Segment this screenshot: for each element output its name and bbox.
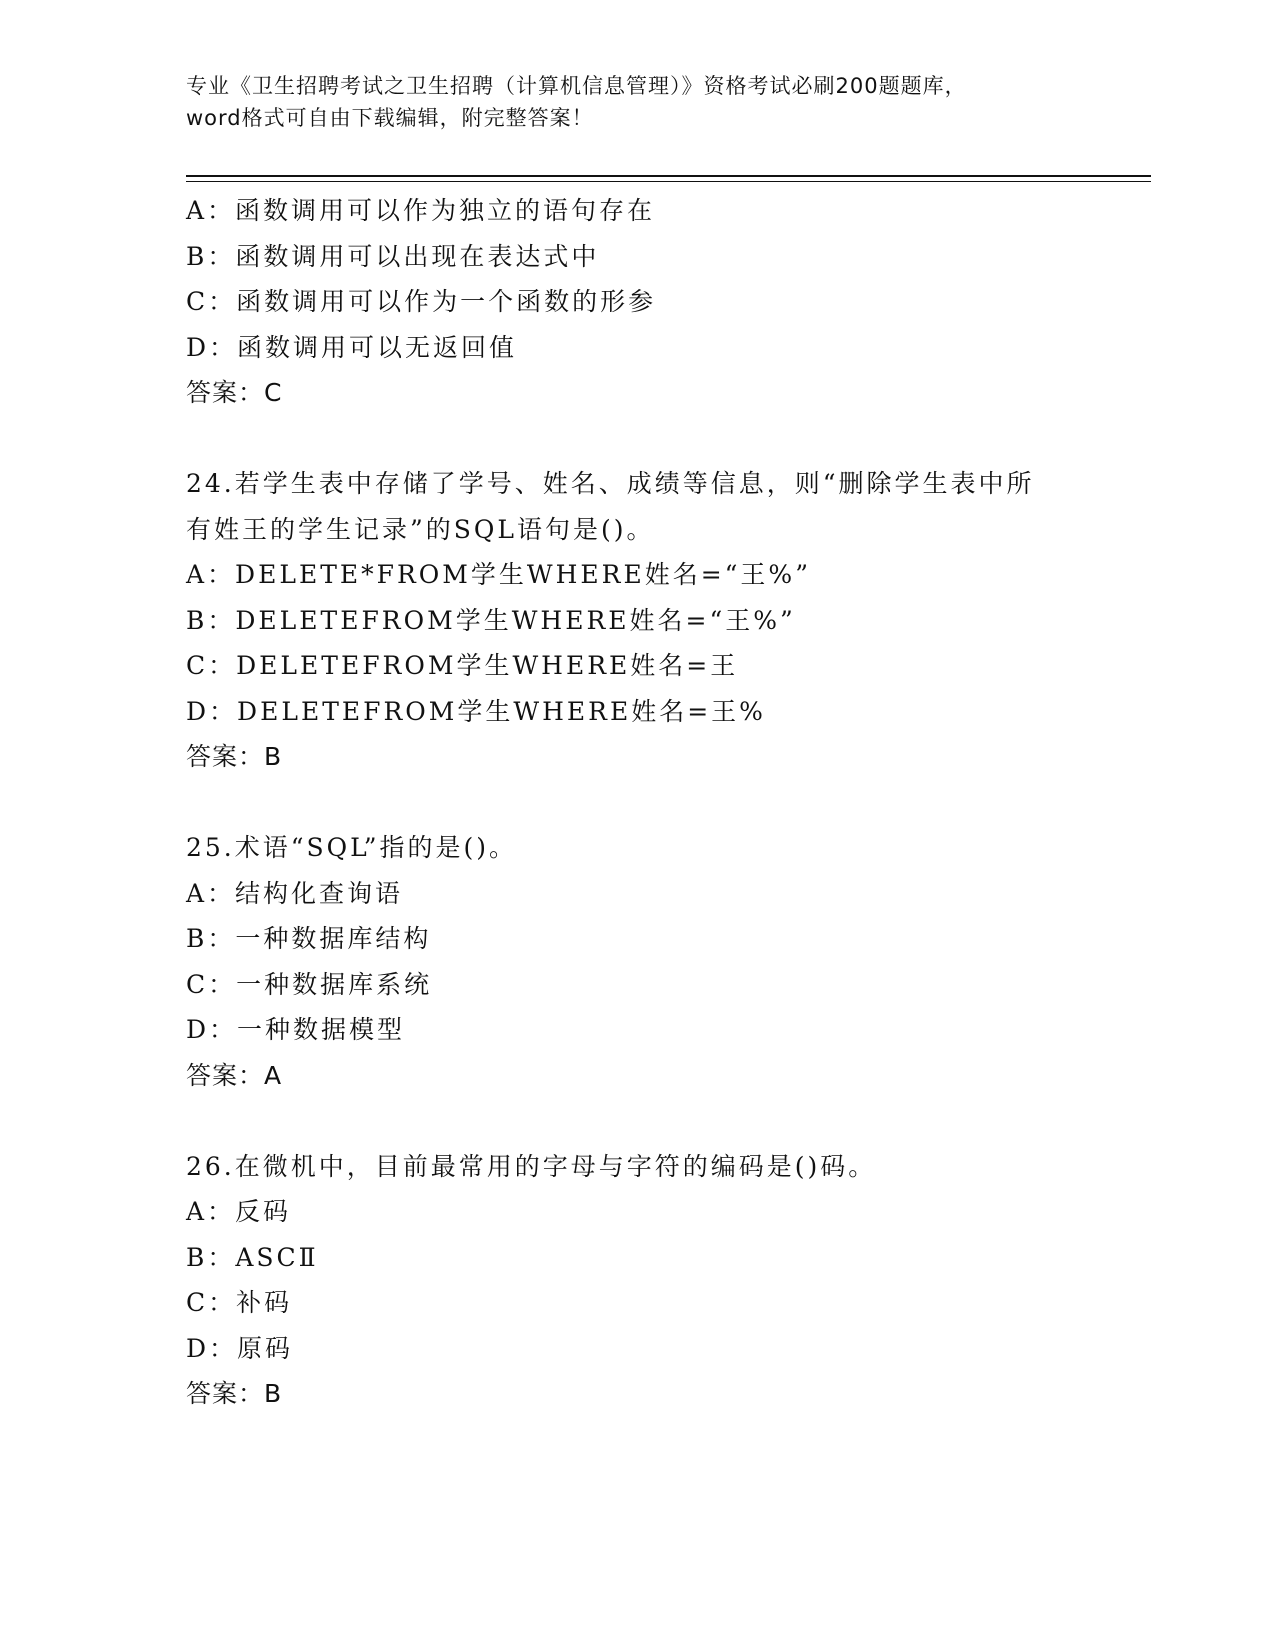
option-d: D：DELETEFROM学生WHERE姓名=王%: [186, 696, 766, 726]
option-a: A：DELETE*FROM学生WHERE姓名=“王%”: [186, 560, 811, 589]
option-c: C：一种数据库系统: [186, 969, 433, 999]
question-25: [186, 825, 1086, 1098]
option-d: D：原码: [186, 1333, 294, 1363]
answer: 答案：B: [186, 742, 283, 771]
header-line-2: word格式可自由下载编辑，附完整答案！: [186, 106, 594, 130]
header-divider-thick: [186, 175, 1151, 177]
question-text-line-1: 24.若学生表中存储了学号、姓名、成绩等信息，则“删除学生表中所: [186, 469, 1035, 498]
option-b: B：ASCⅡ: [186, 1242, 319, 1272]
header-line-1: 专业《卫生招聘考试之卫生招聘（计算机信息管理）》资格考试必刷200题题库，: [186, 74, 967, 98]
option-b: B：一种数据库结构: [186, 924, 432, 953]
question-text: 25.术语“SQL”指的是()。: [186, 833, 518, 862]
option-b: B：DELETEFROM学生WHERE姓名=“王%”: [186, 605, 796, 635]
option-d: D：一种数据模型: [186, 1015, 406, 1044]
question-list: [186, 188, 1086, 1462]
option-c: C：DELETEFROM学生WHERE姓名=王: [186, 651, 739, 680]
answer: 答案：A: [186, 1060, 283, 1090]
question-26: [186, 1144, 1086, 1417]
answer: 答案：C: [186, 378, 283, 407]
document-header: [186, 70, 1066, 134]
question-text-line-2: 有姓王的学生记录”的SQL语句是()。: [186, 514, 655, 544]
option-c: C：补码: [186, 1288, 293, 1317]
question-text: 26.在微机中，目前最常用的字母与字符的编码是()码。: [186, 1151, 877, 1181]
option-a: A：函数调用可以作为独立的语句存在: [186, 196, 656, 225]
option-c: C：函数调用可以作为一个函数的形参: [186, 287, 657, 316]
question-24: [186, 461, 1086, 780]
option-d: D：函数调用可以无返回值: [186, 332, 518, 362]
answer: 答案：B: [186, 1379, 283, 1408]
option-a: A：结构化查询语: [186, 878, 404, 908]
option-b: B：函数调用可以出现在表达式中: [186, 241, 600, 271]
option-a: A：反码: [186, 1197, 292, 1226]
question-23: [186, 188, 1086, 416]
header-divider-thin: [186, 181, 1151, 182]
